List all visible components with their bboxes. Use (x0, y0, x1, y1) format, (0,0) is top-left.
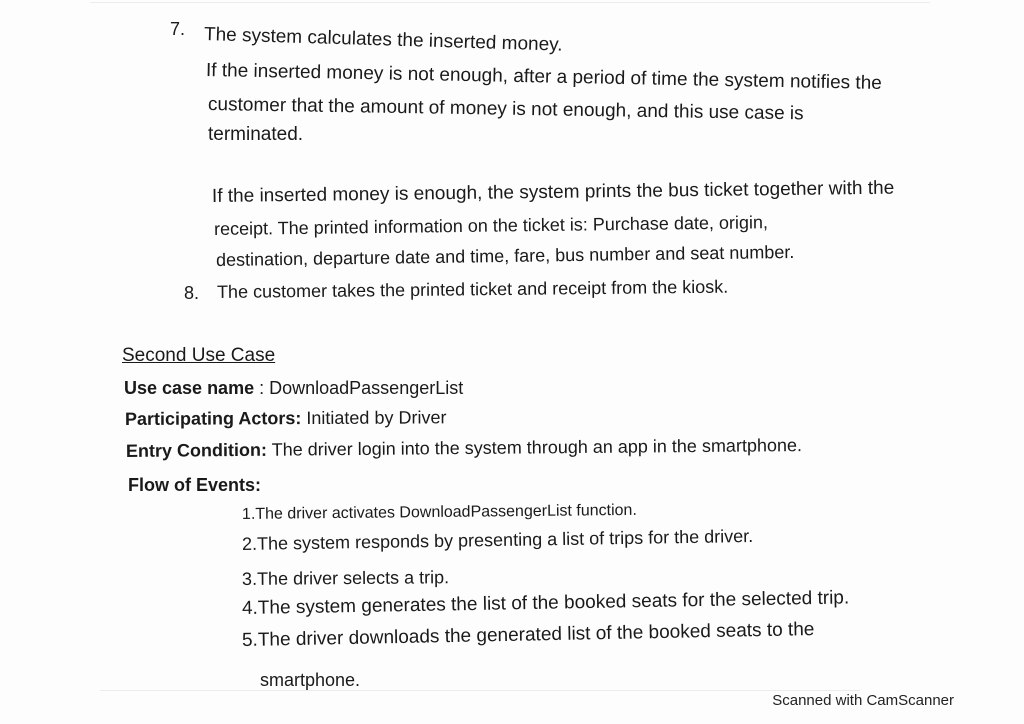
camscanner-watermark: Scanned with CamScanner (772, 692, 954, 709)
flow-item-5: 5.The driver downloads the generated list of the booked seats to the (241, 619, 815, 651)
step-7-not-enough-line-3: terminated. (208, 124, 304, 145)
scan-edge-bottom (100, 690, 860, 691)
scan-edge-top (90, 2, 930, 3)
use-case-name-separator: : (254, 378, 270, 398)
participating-actors-label: Participating Actors: (124, 408, 302, 429)
entry-condition-row (126, 434, 802, 462)
entry-condition-value: The driver login into the system through an app in the smartphone. (266, 435, 803, 460)
step-7-title: The system calculates the inserted money. (203, 24, 563, 56)
step-7-number: 7. (170, 19, 186, 39)
participating-actors-value: Initiated by Driver (301, 407, 447, 429)
step-7-not-enough-line-1: If the inserted money is not enough, after a period of time the system notifies the (205, 60, 883, 94)
step-7-not-enough-line-2: customer that the amount of money is not enough, and this use case is (207, 94, 804, 125)
step-8-number: 8. (184, 283, 200, 303)
flow-item-2: 2.The system responds by presenting a list of trips for the driver. (241, 525, 754, 554)
flow-item-3: 3.The driver selects a trip. (241, 567, 450, 589)
step-8-text: The customer takes the printed ticket and receipt from the kiosk. (216, 276, 729, 302)
use-case-name-label: Use case name (124, 378, 255, 398)
step-7-enough-line-2: receipt. The printed information on the ticket is: Purchase date, origin, (213, 212, 769, 239)
flow-item-5-continuation: smartphone. (260, 670, 361, 690)
participating-actors-row (125, 406, 447, 430)
flow-item-4: 4.The system generates the list of the booked seats for the selected trip. (241, 587, 850, 619)
step-7-enough-line-1: If the inserted money is enough, the system prints the bus ticket together with the (211, 177, 895, 207)
use-case-name-row (124, 377, 463, 399)
use-case-name-value: DownloadPassengerList (269, 378, 464, 398)
step-7-enough-line-3: destination, departure date and time, fare, bus number and seat number. (215, 241, 795, 270)
flow-of-events-label: Flow of Events: (128, 475, 262, 495)
second-use-case-heading: Second Use Case (122, 345, 276, 366)
entry-condition-label: Entry Condition: (125, 439, 268, 461)
flow-item-1: 1.The driver activates DownloadPassengerList function. (241, 501, 637, 523)
